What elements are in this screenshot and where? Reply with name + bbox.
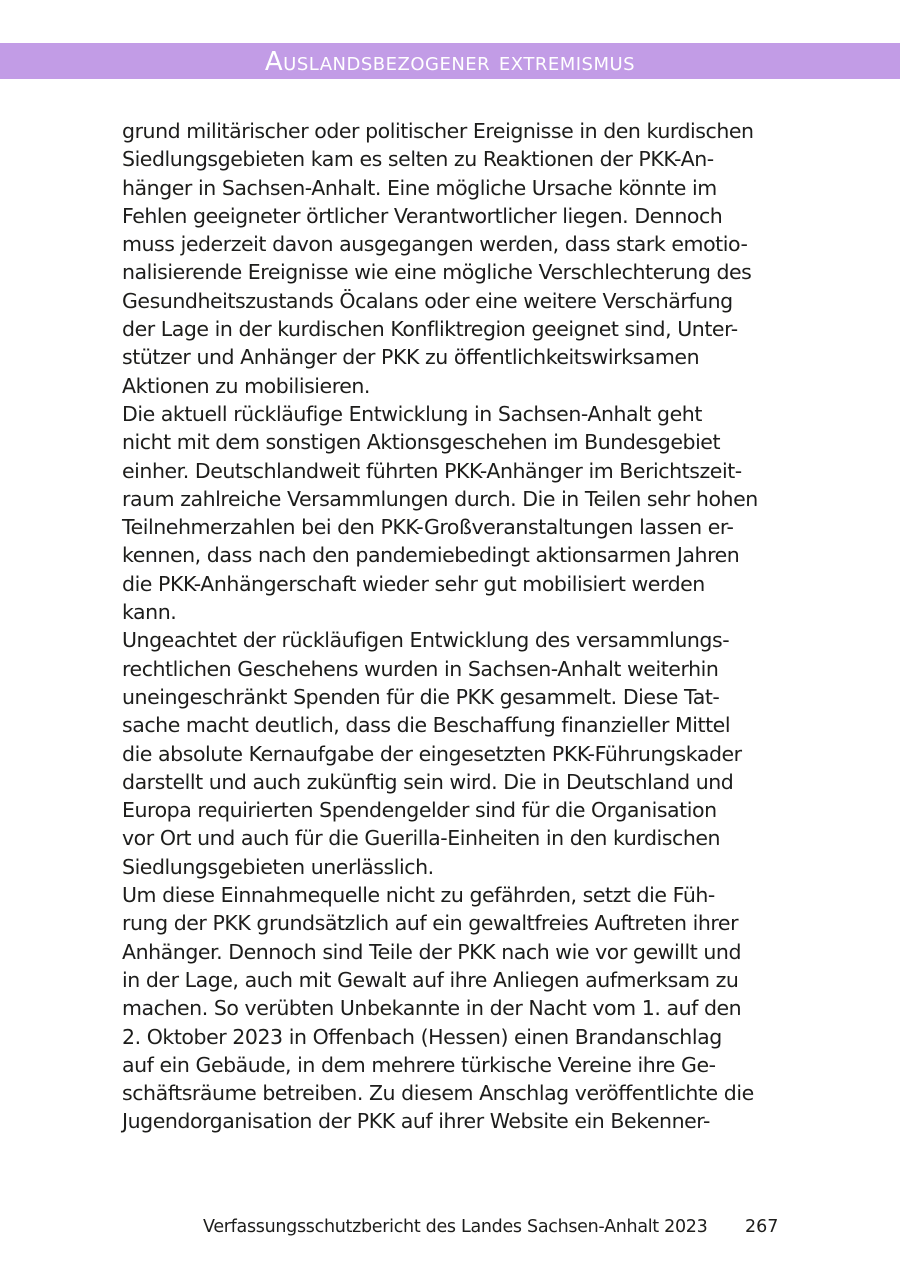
text-line: Anhänger. Dennoch sind Teile der PKK nach wie vor gewillt und xyxy=(122,939,742,964)
text-line: die absolute Kernaufgabe der eingesetzten PKK-Führungskader xyxy=(122,741,742,766)
text-line: nalisierende Ereignisse wie eine mögliche Verschlechterung des xyxy=(122,260,752,285)
text-line: Um diese Einnahmequelle nicht zu gefährden, setzt die Füh- xyxy=(122,883,715,908)
text-line: machen. So verübten Unbekannte in der Nacht vom 1. auf den xyxy=(122,996,742,1021)
text-line: kennen, dass nach den pandemiebedingt aktionsarmen Jahren xyxy=(122,543,740,568)
section-header-band xyxy=(0,43,900,79)
section-title: Auslandsbezogener extremismus xyxy=(264,47,636,77)
text-line: grund militärischer oder politischer Ereignisse in den kurdischen xyxy=(122,119,754,143)
text-line: sache macht deutlich, dass die Beschaffung finanzieller Mittel xyxy=(122,713,731,738)
text-line: stützer und Anhänger der PKK zu öffentlichkeitswirksamen xyxy=(122,345,700,370)
text-line: Jugendorganisation der PKK auf ihrer Website ein Bekenner- xyxy=(122,1109,710,1134)
page-footer xyxy=(0,1212,900,1242)
text-line: 2. Oktober 2023 in Offenbach (Hessen) einen Brandanschlag xyxy=(122,1024,722,1049)
text-line: raum zahlreiche Versammlungen durch. Die in Teilen sehr hohen xyxy=(122,486,758,511)
text-line: Fehlen geeigneter örtlicher Verantwortlicher liegen. Dennoch xyxy=(122,203,723,228)
text-line: Europa requirierten Spendengelder sind für die Organisation xyxy=(122,798,717,823)
text-line: der Lage in der kurdischen Konfliktregion geeignet sind, Unter- xyxy=(122,317,738,342)
text-line: Aktionen zu mobilisieren. xyxy=(122,373,371,398)
page-number: 267 xyxy=(745,1217,779,1237)
text-line: darstellt und auch zukünftig sein wird. Die in Deutschland und xyxy=(122,769,734,794)
text-line: auf ein Gebäude, in dem mehrere türkische Vereine ihre Ge- xyxy=(122,1052,716,1077)
text-line: schäftsräume betreiben. Zu diesem Anschlag veröffentlichte die xyxy=(122,1081,754,1106)
footer-report-title: Verfassungsschutzbericht des Landes Sachsen-Anhalt 2023 xyxy=(203,1217,708,1237)
text-line: uneingeschränkt Spenden für die PKK gesammelt. Diese Tat- xyxy=(122,684,720,709)
text-line: vor Ort und auch für die Guerilla-Einheiten in den kurdischen xyxy=(122,826,721,851)
text-line: hänger in Sachsen-Anhalt. Eine mögliche Ursache könnte im xyxy=(122,175,717,200)
text-line: die PKK-Anhängerschaft wieder sehr gut mobilisiert werden xyxy=(122,571,705,596)
text-line: Siedlungsgebieten kam es selten zu Reaktionen der PKK-An- xyxy=(122,147,714,172)
text-line: Teilnehmerzahlen bei den PKK-Großveranstaltungen lassen er- xyxy=(122,515,734,540)
text-line: kann. xyxy=(122,600,177,625)
text-line: rechtlichen Geschehens wurden in Sachsen-Anhalt weiterhin xyxy=(122,656,719,681)
text-line: muss jederzeit davon ausgegangen werden, dass stark emotio- xyxy=(122,232,748,257)
body-text xyxy=(122,117,782,1136)
text-line: rung der PKK grundsätzlich auf ein gewaltfreies Auftreten ihrer xyxy=(122,911,739,936)
text-line: Ungeachtet der rückläufigen Entwicklung des versammlungs- xyxy=(122,628,730,653)
text-line: Die aktuell rückläufige Entwicklung in Sachsen-Anhalt geht xyxy=(122,401,702,426)
text-line: Siedlungsgebieten unerlässlich. xyxy=(122,854,434,879)
text-line: in der Lage, auch mit Gewalt auf ihre Anliegen aufmerksam zu xyxy=(122,967,739,992)
text-line: nicht mit dem sonstigen Aktionsgeschehen im Bundesgebiet xyxy=(122,430,721,455)
text-line: einher. Deutschlandweit führten PKK-Anhänger im Berichtszeit- xyxy=(122,458,742,483)
text-line: Gesundheitszustands Öcalans oder eine weitere Verschärfung xyxy=(122,288,733,313)
